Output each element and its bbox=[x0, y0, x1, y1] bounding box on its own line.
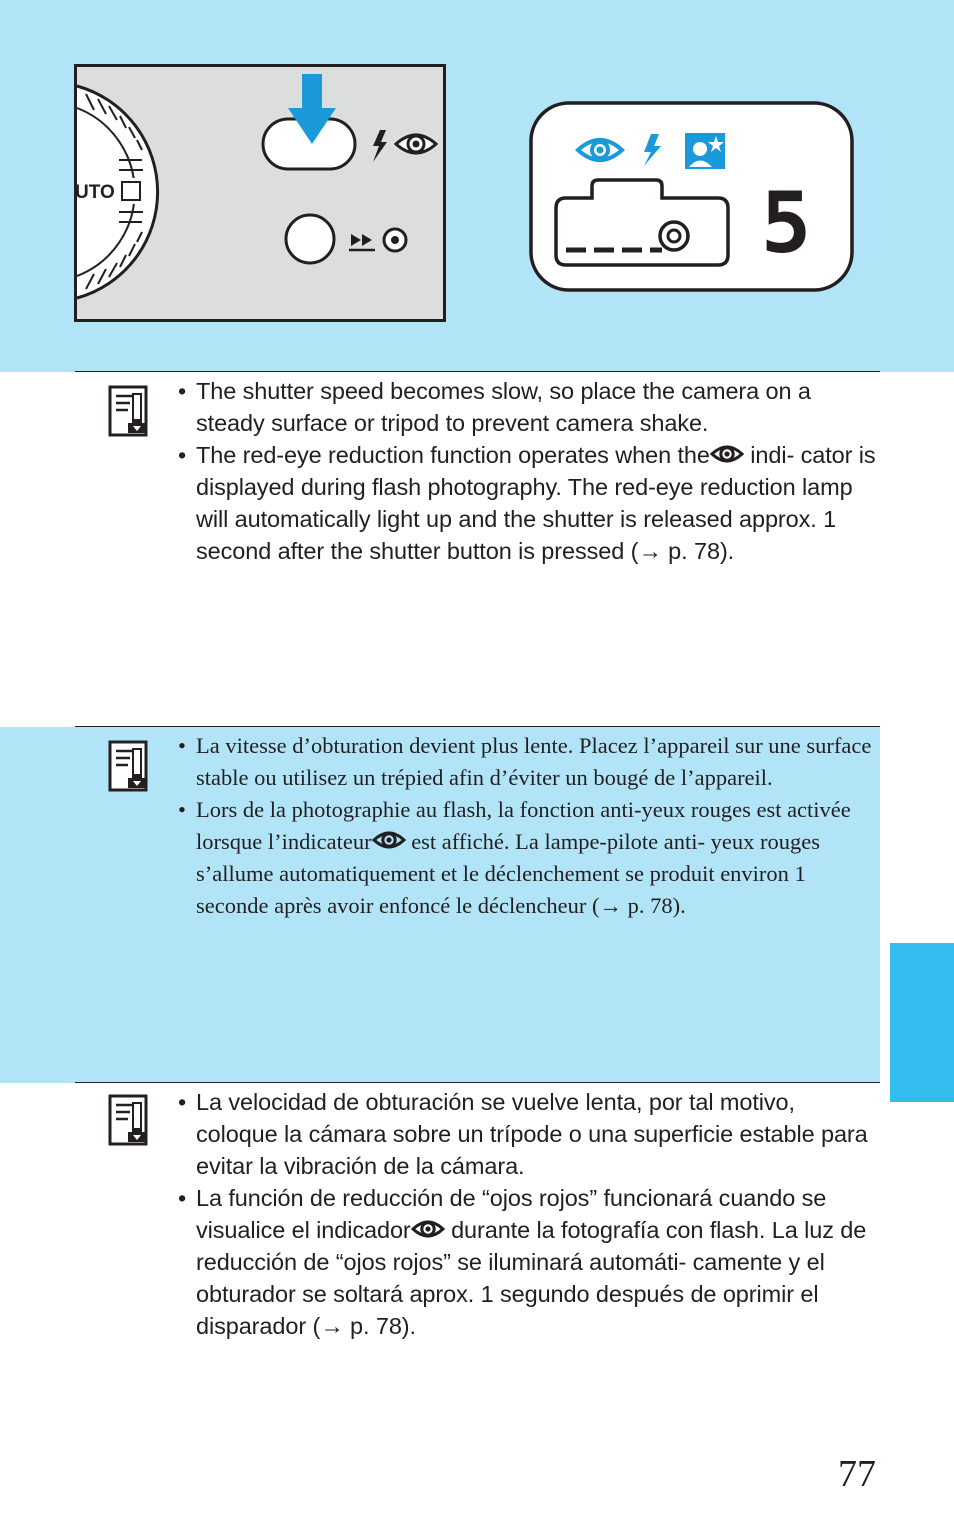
page-number: 77 bbox=[838, 1453, 876, 1495]
spanish-notes bbox=[178, 1086, 880, 1342]
list-item: • The red-eye reduction function operates when the indi- cator is displayed during flash photography. The red-eye reduction lamp will automatically light up and the shutter is released approx. 1 second after the shutter button is pressed (→ p. 78). bbox=[178, 439, 880, 567]
red-eye-icon bbox=[372, 828, 406, 852]
list-item: • Lors de la photographie au flash, la fonction anti-yeux rouges est activée lorsque l’indicateur est affiché. La lampe-pilote anti- yeux rouges s’allume automatiquement et le déclenchement se produit environ 1 seconde après avoir enfoncé le déclencheur (→ p. 78). bbox=[178, 794, 880, 922]
section-tab bbox=[890, 943, 954, 1102]
list-item: • The shutter speed becomes slow, so place the camera on a steady surface or tripod to prevent camera shake. bbox=[178, 375, 880, 439]
section-divider bbox=[75, 726, 880, 727]
dial-mode-label: UTO bbox=[75, 182, 115, 203]
note-pencil-icon bbox=[108, 1094, 148, 1146]
list-item: • La velocidad de obturación se vuelve lenta, por tal motivo, coloque la cámara sobre un trípode o una superficie estable para evitar la vibración de la cámara. bbox=[178, 1086, 880, 1182]
red-eye-icon bbox=[396, 135, 436, 153]
self-timer-button bbox=[286, 215, 334, 263]
note-pencil-icon bbox=[108, 740, 148, 792]
lcd-panel bbox=[528, 100, 855, 293]
note-pencil-icon bbox=[108, 385, 148, 437]
french-notes bbox=[178, 730, 880, 922]
english-notes bbox=[178, 375, 880, 567]
red-eye-icon bbox=[411, 1217, 445, 1241]
list-item: • La vitesse d’obturation devient plus lente. Placez l’appareil sur une surface stable ou utilisez un trépied afin d’éviter un bougé de l’appareil. bbox=[178, 730, 880, 794]
red-eye-icon bbox=[710, 442, 744, 466]
section-divider bbox=[75, 371, 880, 372]
frame-counter-digit: 5 bbox=[760, 174, 812, 272]
red-eye-icon bbox=[578, 140, 622, 160]
list-item: • La función de reducción de “ojos rojos” funcionará cuando se visualice el indicador durante la fotografía con flash. La luz de reducción de “ojos rojos” se iluminará automáti- camente y el obturador se soltará aprox. 1 segundo después de oprimir el disparador (→ p. 78). bbox=[178, 1182, 880, 1342]
section-divider bbox=[75, 1082, 880, 1083]
camera-top-panel bbox=[74, 64, 446, 322]
portrait-mode-icon bbox=[685, 133, 725, 169]
